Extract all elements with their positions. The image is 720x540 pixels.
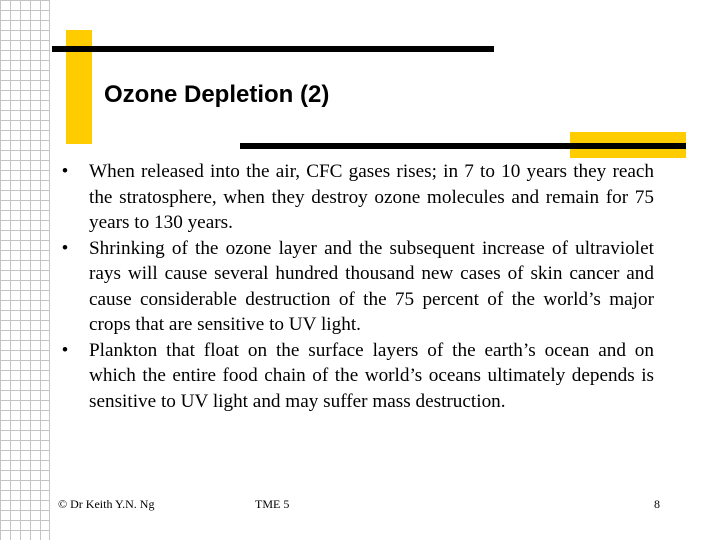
bullet-text: Plankton that float on the surface layers of the earth’s ocean and on which the entire food chain of the world’s oceans ultimately depends is sensitive to UV light and may suffer mass destruction. [89, 339, 654, 412]
bullet-item [58, 236, 654, 338]
bullet-marker: • [61, 339, 69, 361]
bullet-marker: • [61, 161, 69, 182]
title-rule-bottom [240, 143, 686, 149]
bullet-marker: • [61, 237, 69, 259]
bullet-text: Shrinking of the ozone layer and the subsequent increase of ultraviolet rays will cause several hundred thousand new cases of skin cancer and cause considerable destruction of the 75 percent of the world’s major crops that are sensitive to UV light. [89, 237, 654, 335]
page-number: 8 [654, 497, 660, 511]
bullet-item [58, 338, 654, 415]
slide-title: Ozone Depletion (2) [104, 81, 330, 108]
bullet-item [58, 159, 654, 236]
bullet-text: When released into the air, CFC gases rises; in 7 to 10 years they reach the stratosphere, when they destroy ozone molecules and remain for 75 years to 130 years. [89, 161, 654, 233]
decorative-grid-strip [0, 0, 50, 540]
title-rule-top [52, 46, 494, 52]
bullet-list [58, 159, 654, 414]
footer-author: © Dr Keith Y.N. Ng [58, 497, 155, 511]
footer-course: TME 5 [255, 497, 290, 511]
